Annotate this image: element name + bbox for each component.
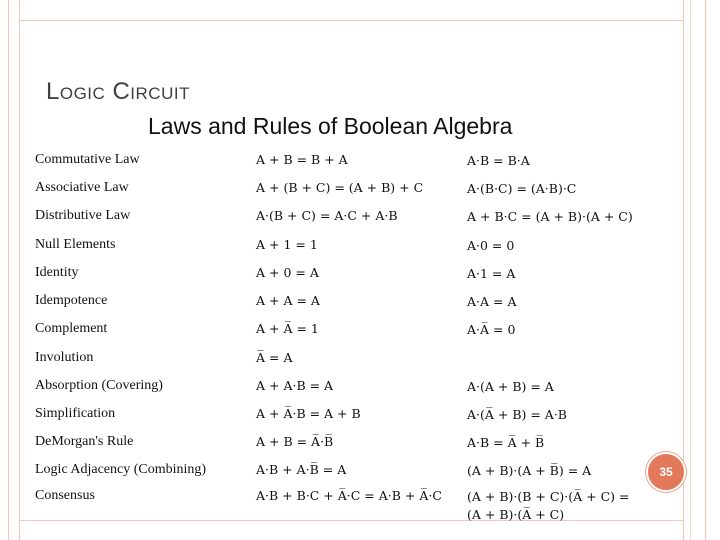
law-expression-and (467, 293, 516, 311)
expression-line: A·B = A̅ + B̅ (467, 435, 545, 450)
law-expression-or: A + B = A̅·B̅ (256, 434, 334, 449)
expression-line: A + B·C = (A + B)·(A + C) (467, 209, 633, 224)
table-row (0, 321, 720, 347)
law-expression-and (467, 237, 514, 255)
law-expression-or: A + B = B + A (256, 152, 348, 167)
law-name: Logic Adjacency (Combining) (35, 462, 207, 477)
table-heading: Laws and Rules of Boolean Algebra (148, 113, 513, 139)
slide-frame-top (20, 20, 683, 21)
law-expression-and (467, 208, 633, 226)
law-expression-and (467, 152, 530, 170)
slide-title: Logic Circuit (46, 78, 190, 105)
law-name: Complement (35, 321, 108, 336)
expression-line: A·B = B·A (467, 153, 530, 168)
expression-line: A·A̅ = 0 (467, 322, 516, 337)
expression-line: A·1 = A (467, 266, 516, 281)
law-name: Involution (35, 350, 94, 365)
expression-line: A·0 = 0 (467, 238, 515, 253)
law-expression-or: A·(B + C) = A·C + A·B (256, 208, 398, 223)
table-row (0, 434, 720, 460)
law-name: Consensus (35, 488, 95, 503)
law-expression-and (467, 265, 515, 283)
page-number-badge: 35 (646, 452, 686, 492)
table-row (0, 237, 720, 263)
law-expression-and (467, 406, 567, 424)
law-expression-or: A + A = A (256, 293, 320, 308)
law-name: Identity (35, 265, 79, 280)
expression-line: (A + B)·(A̅ + C) (467, 507, 565, 522)
expression-line: A·(A̅ + B) = A·B (467, 407, 567, 422)
law-name: Idempotence (35, 293, 108, 308)
law-name: Commutative Law (35, 152, 140, 167)
table-row (0, 350, 720, 376)
expression-line: A·(B·C) = (A·B)·C (467, 181, 577, 196)
law-expression-or: A + (B + C) = (A + B) + C (256, 180, 424, 195)
law-name: Simplification (35, 406, 116, 421)
table-row (0, 406, 720, 432)
law-expression-or: A + A̅·B = A + B (256, 406, 361, 421)
law-expression-or: A̅̅ = A (256, 350, 293, 365)
table-row (0, 462, 720, 488)
expression-line: A·(A + B) = A (467, 379, 554, 394)
law-name: DeMorgan's Rule (35, 434, 134, 449)
law-expression-or: A + A̅ = 1 (256, 321, 319, 336)
law-expression-and (467, 378, 554, 396)
law-expression-or: A·B + A·B̅ = A (256, 462, 347, 477)
law-expression-or: A + 1 = 1 (256, 237, 318, 252)
law-expression-or: A + A·B = A (256, 378, 334, 393)
expression-line: (A + B)·(A + B̅) = A (467, 463, 592, 478)
law-name: Distributive Law (35, 208, 131, 223)
law-expression-and (467, 462, 591, 480)
law-expression-or: A·B + B·C + A̅·C = A·B + A̅·C (256, 488, 442, 503)
law-name: Null Elements (35, 237, 116, 252)
table-row (0, 180, 720, 206)
table-row (0, 488, 720, 528)
law-expression-and (467, 180, 576, 198)
table-row (0, 265, 720, 291)
law-expression-and (467, 321, 515, 339)
expression-line: (A + B)·(B + C)·(A̅ + C) = (467, 489, 630, 504)
law-expression-and (467, 488, 629, 524)
table-row (0, 152, 720, 178)
law-name: Absorption (Covering) (35, 378, 163, 393)
table-row (0, 378, 720, 404)
table-row (0, 293, 720, 319)
law-name: Associative Law (35, 180, 129, 195)
law-expression-and (467, 434, 544, 452)
table-row (0, 208, 720, 234)
law-expression-or: A + 0 = A (256, 265, 319, 280)
expression-line: A·A = A (467, 294, 517, 309)
